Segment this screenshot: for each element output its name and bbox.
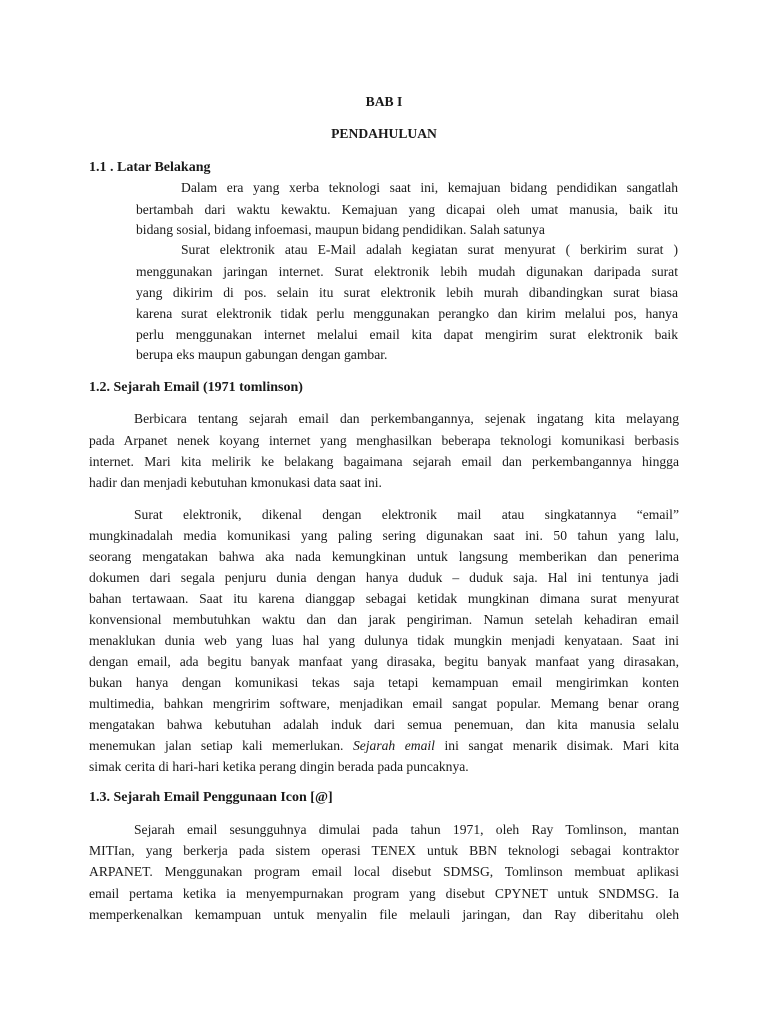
paragraph-line: ARPANET. Menggunakan program email local disebut SDMSG, Tomlinson membuat aplikasi [89,864,679,879]
paragraph-line: Dalam era yang xerba teknologi saat ini, kemajuan bidang pendidikan sangatlah [181,180,678,195]
paragraph-line: internet. Mari kita melirik ke belakang bagaimana sejarah email dan perkembangannya hingga [89,454,679,469]
paragraph-line: email pertama ketika ia menyempurnakan program yang disebut CPYNET untuk SNDMSG. Ia [89,886,679,901]
paragraph-line: bertambah dari waktu kewaktu. Kemajuan yang dicapai oleh umat manusia, baik itu [136,202,678,217]
paragraph-line: Surat elektronik, dikenal dengan elektronik mail atau singkatannya “email” [134,507,679,522]
text-run: menemukan jalan setiap kali memerlukan. [89,738,353,753]
paragraph-line: Berbicara tentang sejarah email dan perkembangannya, sejenak ingatang kita melayang [134,411,679,426]
paragraph-line: perlu menggunakan internet melalui email kita dapat mengirim surat elektronik baik [136,327,678,342]
paragraph-line: mungkinadalah media komunikasi yang paling sering digunakan saat ini. 50 tahun yang lalu, [89,528,679,543]
chapter-number: BAB I [365,94,403,109]
paragraph-line: dengan email, ada begitu banyak manfaat yang dirasaka, begitu banyak manfaat yang dirasakan, [89,654,679,669]
paragraph-line: menggunakan jaringan internet. Surat elektronik lebih mudah digunakan daripada surat [136,264,678,279]
paragraph-line-with-italic [89,736,679,756]
paragraph-line: pada Arpanet nenek koyang internet yang menghasilkan beberapa teknologi komunikasi berbasis [89,433,679,448]
paragraph-line: Surat elektronik atau E-Mail adalah kegiatan surat menyurat ( berkirim surat ) [181,242,678,257]
paragraph-line: hadir dan menjadi kebutuhan kmonukasi data saat ini. [89,475,382,490]
paragraph-line: seorang mengatakan bahwa aka nada kemungkinan untuk langsung memberikan dan penerima [89,549,679,564]
paragraph-line: simak cerita di hari-hari ketika perang dingin berada pada puncaknya. [89,759,469,774]
chapter-title: PENDAHULUAN [331,126,437,141]
paragraph-line: menaklukan dunia web yang luas hal yang dulunya tidak mungkin menjadi kenyataan. Saat ini [89,633,679,648]
italic-term: Sejarah email [352,738,435,753]
paragraph-line: multimedia, bahkan mengririm software, menjadikan email sangat popular. Memang benar orang [89,696,679,711]
paragraph-line: Sejarah email sesungguhnya dimulai pada tahun 1971, oleh Ray Tomlinson, mantan [134,822,679,837]
paragraph-line: berupa eks maupun gabungan dengan gambar. [136,347,388,362]
paragraph-line: bahan tertawaan. Saat itu karena dianggap sebagai ketidak mungkinan dimana surat menyurat [89,591,679,606]
paragraph-line: konvensional membutuhkan waktu dan dan jarak pengiriman. Namun setelah kehadiran email [89,612,679,627]
paragraph-line: yang dikirim di pos. selain itu surat elektronik lebih murah dibandingkan surat biasa [136,285,678,300]
text-run: ini sangat menarik disimak. Mari kita [434,738,679,753]
paragraph-line: mengatakan bahwa kebutuhan adalah induk dari semua penemuan, dan kita manusia selalu [89,717,679,732]
paragraph-line: bidang sosial, bidang infoemasi, maupun bidang pendidikan. Salah satunya [136,222,545,237]
paragraph-line: memperkenalkan kemampuan untuk menyalin file melauli jaringan, dan Ray diberitahu oleh [89,907,679,922]
section-heading-1-2: 1.2. Sejarah Email (1971 tomlinson) [89,380,303,395]
paragraph-line: dokumen dari segala penjuru dunia dengan hanya duduk – duduk saja. Hal ini tentunya jadi [89,570,679,585]
paragraph-line: bukan hanya dengan komunikasi tekas saja tetapi kemampuan email mengirimkan konten [89,675,679,690]
section-heading-1-1: 1.1 . Latar Belakang [89,160,211,175]
paragraph-line: MITIan, yang berkerja pada sistem operasi TENEX untuk BBN teknologi sebagai kontraktor [89,843,679,858]
paragraph-line: karena surat elektronik tidak perlu menggunakan perangko dan kirim melalui pos, hanya [136,306,678,321]
section-heading-1-3: 1.3. Sejarah Email Penggunaan Icon [@] [89,790,333,805]
